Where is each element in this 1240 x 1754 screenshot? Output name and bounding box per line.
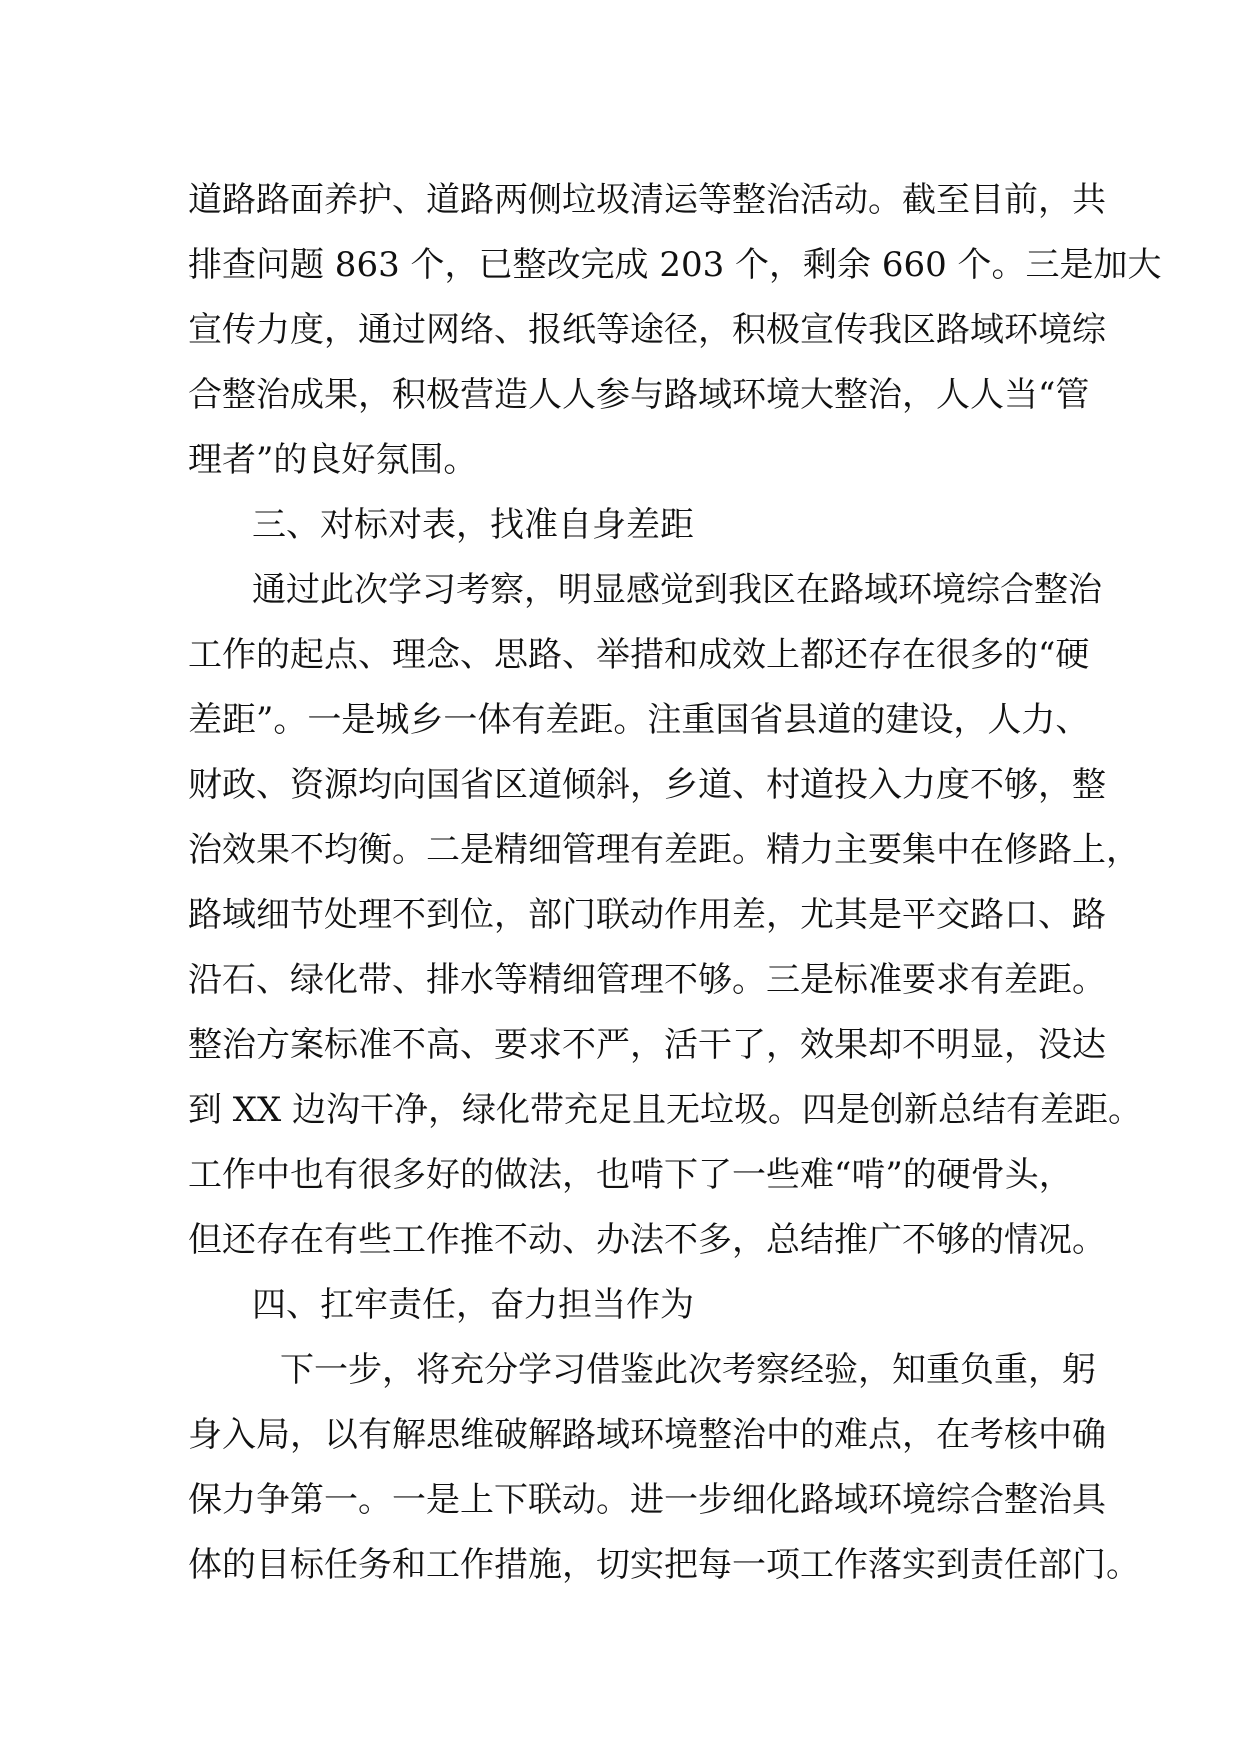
paragraph-line: 到 XX 边沟干净，绿化带充足且无垃圾。四是创新总结有差距。 — [188, 1090, 1143, 1130]
paragraph-line: 保力争第一。一是上下联动。进一步细化路域环境综合整治具 — [188, 1480, 1106, 1520]
paragraph-line: 差距”。一是城乡一体有差距。注重国省县道的建设，人力、 — [188, 700, 1090, 740]
section-heading: 四、扛牢责任，奋力担当作为 — [252, 1285, 694, 1325]
paragraph-line: 排查问题 863 个，已整改完成 203 个，剩余 660 个。三是加大 — [188, 245, 1162, 285]
paragraph-line: 体的目标任务和工作措施，切实把每一项工作落实到责任部门。 — [188, 1545, 1140, 1585]
paragraph-line: 宣传力度，通过网络、报纸等途径，积极宣传我区路域环境综 — [188, 310, 1106, 350]
paragraph-line: 通过此次学习考察，明显感觉到我区在路域环境综合整治 — [252, 570, 1102, 610]
section-heading: 三、对标对表，找准自身差距 — [252, 505, 694, 545]
paragraph-line: 整治方案标准不高、要求不严，活干了，效果却不明显，没达 — [188, 1025, 1106, 1065]
paragraph-line: 合整治成果，积极营造人人参与路域环境大整治，人人当“管 — [188, 375, 1090, 415]
paragraph-line: 工作的起点、理念、思路、举措和成效上都还存在很多的“硬 — [188, 635, 1090, 675]
paragraph-line: 道路路面养护、道路两侧垃圾清运等整治活动。截至目前，共 — [188, 180, 1106, 220]
paragraph-line: 身入局，以有解思维破解路域环境整治中的难点，在考核中确 — [188, 1415, 1106, 1455]
paragraph-line: 沿石、绿化带、排水等精细管理不够。三是标准要求有差距。 — [188, 960, 1106, 1000]
paragraph-line: 路域细节处理不到位，部门联动作用差，尤其是平交路口、路 — [188, 895, 1106, 935]
paragraph-line: 治效果不均衡。二是精细管理有差距。精力主要集中在修路上， — [188, 830, 1140, 870]
paragraph-line: 理者”的良好氛围。 — [188, 440, 478, 480]
paragraph-line: 下一步，将充分学习借鉴此次考察经验，知重负重，躬 — [280, 1350, 1096, 1390]
paragraph-line: 工作中也有很多好的做法，也啃下了一些难“啃”的硬骨头， — [188, 1155, 1073, 1195]
paragraph-line: 但还存在有些工作推不动、办法不多，总结推广不够的情况。 — [188, 1220, 1106, 1260]
paragraph-line: 财政、资源均向国省区道倾斜，乡道、村道投入力度不够，整 — [188, 765, 1106, 805]
document-page — [188, 168, 1162, 1598]
